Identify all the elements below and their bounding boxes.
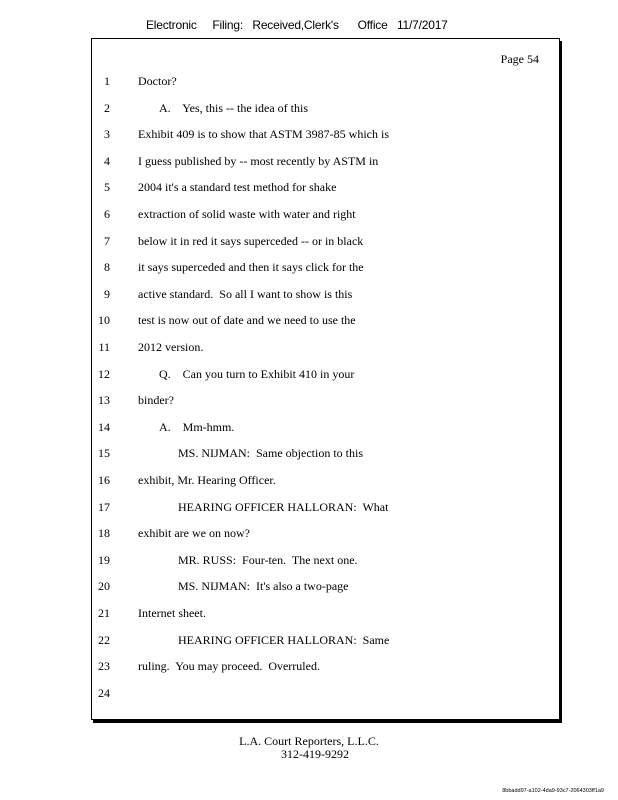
- line-number: 19: [98, 552, 110, 567]
- line-text: MR. RUSS: Four-ten. The next one.: [178, 552, 358, 567]
- line-text: Doctor?: [138, 74, 177, 88]
- line-number: 21: [98, 606, 110, 620]
- filing-stamp-header: Electronic Filing: Received,Clerk's Office 11/7/2017: [146, 18, 448, 32]
- line-number: 24: [98, 685, 110, 700]
- line-number: 13: [98, 393, 110, 408]
- line-text: test is now out of date and we need to use the: [138, 313, 356, 328]
- line-number: 2: [104, 100, 110, 115]
- line-text: 2004 it's a standard test method for shake: [138, 180, 337, 195]
- page-number: Page 54: [500, 52, 539, 66]
- line-text: HEARING OFFICER HALLORAN: Same: [178, 632, 390, 647]
- line-number: 14: [98, 419, 110, 434]
- line-number: 23: [98, 659, 110, 674]
- line-text: I guess published by -- most recently by ASTM in: [138, 153, 379, 168]
- line-text: Internet sheet.: [138, 606, 206, 620]
- line-number: 8: [104, 260, 110, 275]
- line-number: 7: [104, 233, 110, 248]
- line-text: exhibit are we on now?: [138, 526, 250, 541]
- line-number: 5: [104, 180, 110, 195]
- line-number: 1: [104, 74, 110, 88]
- document-hash: 8bbadd97-a102-4da9-93c7-2064303ff1a9: [502, 788, 604, 794]
- line-number: 3: [104, 127, 110, 142]
- line-number: 6: [104, 207, 110, 221]
- line-number: 4: [104, 153, 110, 168]
- line-number: 10: [98, 313, 110, 328]
- line-text: HEARING OFFICER HALLORAN: What: [178, 499, 389, 514]
- line-number: 18: [98, 526, 110, 541]
- line-text: 2012 version.: [138, 340, 204, 354]
- line-text: binder?: [138, 393, 174, 408]
- court-reporter-name: L.A. Court Reporters, L.L.C.: [239, 734, 379, 748]
- line-text: MS. NIJMAN: Same objection to this: [178, 446, 363, 461]
- court-reporter-phone: 312-419-9292: [281, 747, 349, 761]
- line-text: below it in red it says superceded -- or in black: [138, 233, 364, 248]
- line-text: active standard. So all I want to show is this: [138, 286, 353, 301]
- line-text: Exhibit 409 is to show that ASTM 3987-85 which is: [138, 127, 390, 142]
- line-text: Q. Can you turn to Exhibit 410 in your: [159, 366, 355, 381]
- line-text: it says superceded and then it says click for the: [138, 260, 364, 275]
- line-text: ruling. You may proceed. Overruled.: [138, 659, 320, 674]
- line-number: 12: [98, 366, 110, 381]
- line-number: 16: [98, 473, 110, 487]
- line-number: 20: [98, 579, 110, 594]
- line-text: A. Yes, this -- the idea of this: [159, 100, 308, 115]
- line-text: extraction of solid waste with water and right: [138, 207, 356, 221]
- line-number: 9: [104, 286, 110, 301]
- line-number: 15: [98, 446, 110, 461]
- line-text: A. Mm-hmm.: [159, 419, 235, 434]
- line-number: 22: [98, 632, 110, 647]
- line-number: 17: [98, 499, 110, 514]
- line-text: exhibit, Mr. Hearing Officer.: [138, 473, 276, 487]
- line-text: MS. NIJMAN: It's also a two-page: [178, 579, 349, 594]
- line-number: 11: [98, 340, 110, 354]
- transcript-page: [91, 38, 560, 720]
